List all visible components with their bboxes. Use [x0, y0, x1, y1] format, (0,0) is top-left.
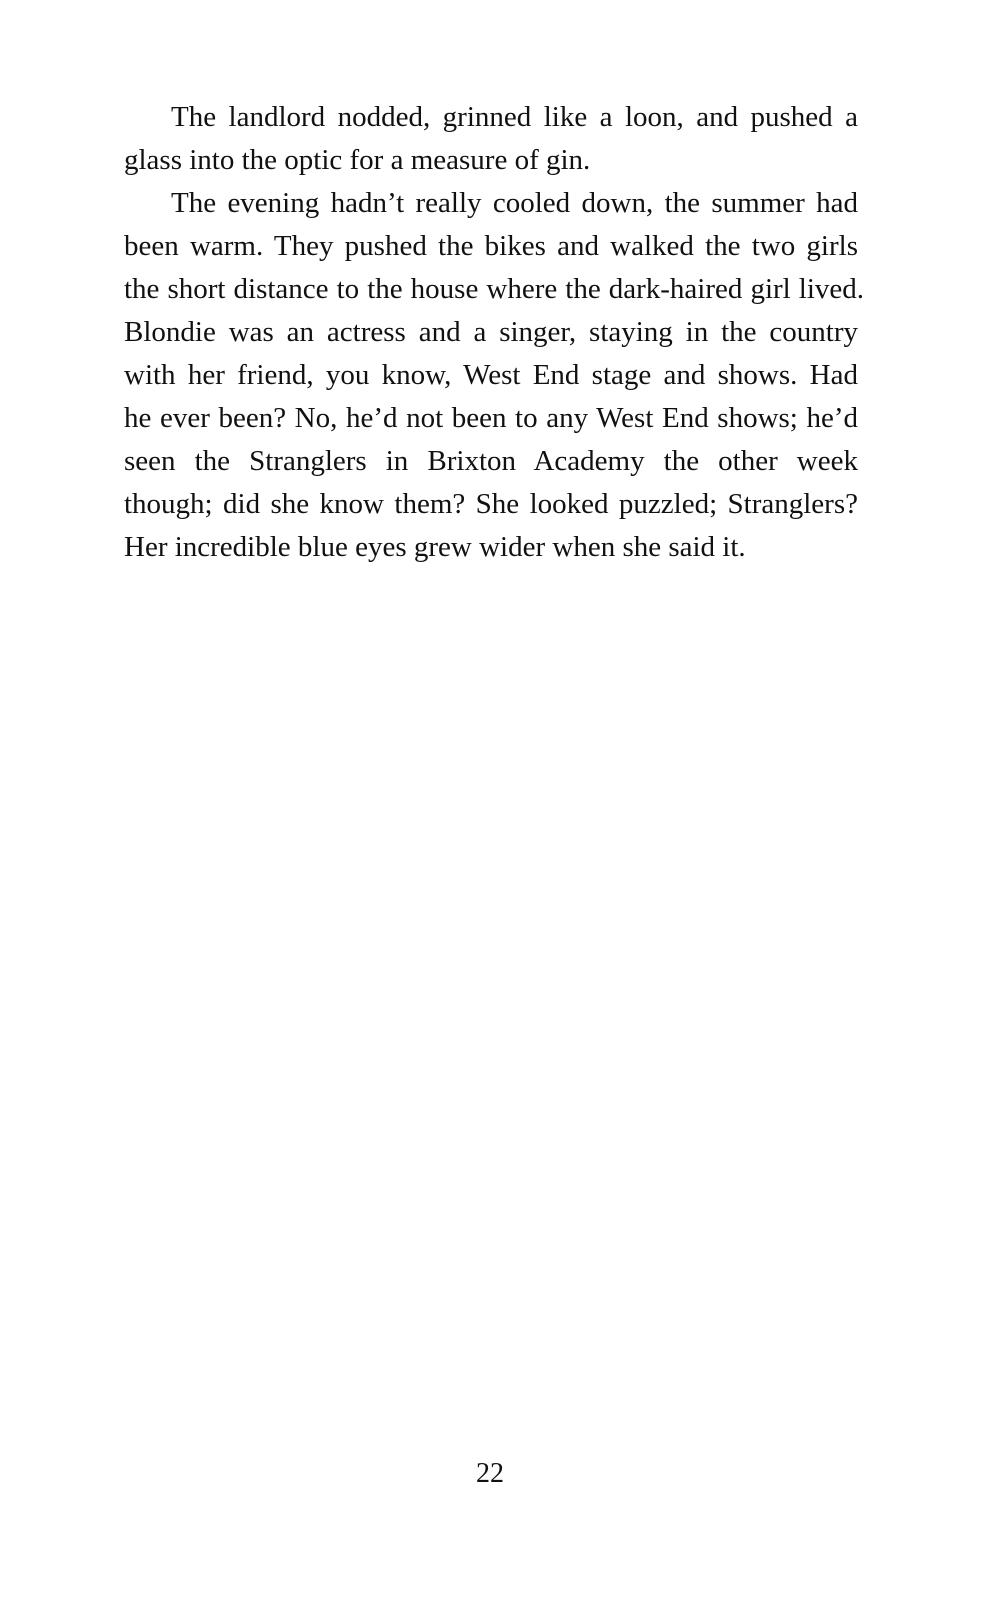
text-line: been warm. They pushed the bikes and walked the two girls: [124, 230, 858, 262]
paragraph: [124, 182, 864, 569]
body-text: [124, 96, 864, 569]
paragraph: [124, 96, 858, 182]
text-line: with her friend, you know, West End stage and shows. Had: [124, 359, 858, 391]
text-line: the short distance to the house where the dark-haired girl lived.: [124, 273, 864, 305]
text-line: though; did she know them? She looked puzzled; Stranglers?: [124, 488, 858, 520]
text-line: Blondie was an actress and a singer, staying in the country: [124, 316, 858, 348]
text-line: The landlord nodded, grinned like a loon, and pushed a: [171, 101, 858, 133]
text-line: seen the Stranglers in Brixton Academy the other week: [124, 445, 858, 477]
text-line: glass into the optic for a measure of gin.: [124, 144, 591, 176]
text-line: he ever been? No, he’d not been to any West End shows; he’d: [124, 402, 858, 434]
text-line: Her incredible blue eyes grew wider when she said it.: [124, 531, 746, 563]
page-number: 22: [476, 1458, 504, 1489]
text-line: The evening hadn’t really cooled down, the summer had: [171, 187, 858, 219]
